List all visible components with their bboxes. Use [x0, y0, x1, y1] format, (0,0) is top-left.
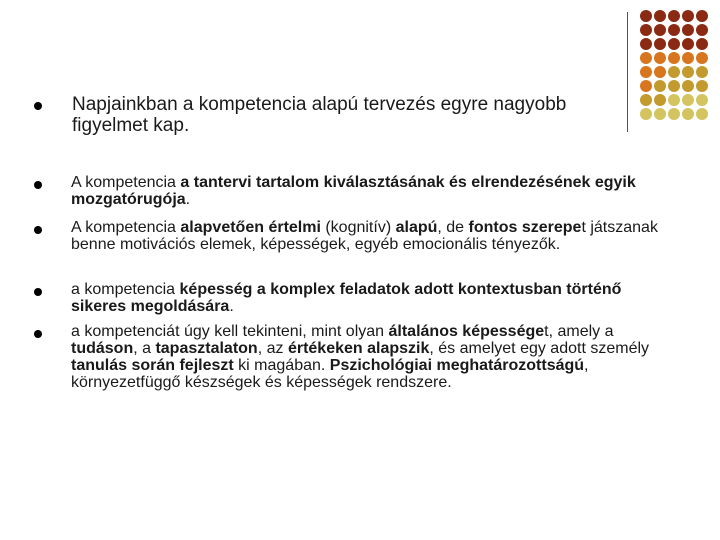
decorative-dot	[668, 52, 680, 64]
decorative-dot	[682, 108, 694, 120]
decorative-dot	[682, 66, 694, 78]
bold-text-run: alapú	[395, 219, 438, 236]
bullet-icon	[34, 226, 42, 234]
decorative-dot	[668, 80, 680, 92]
decorative-dot	[696, 66, 708, 78]
decorative-dot	[682, 80, 694, 92]
bold-text-run: értékeken alapszik	[287, 340, 430, 357]
text-run: t játszanak benne motivációs elemek, képességek, egyéb emocionális tényezők.	[71, 219, 658, 253]
decorative-dot	[654, 108, 666, 120]
text-run: .	[229, 298, 234, 315]
decorative-dot	[696, 24, 708, 36]
decorative-dot	[696, 52, 708, 64]
bullet-icon	[34, 288, 42, 296]
decorative-dot	[654, 24, 666, 36]
bold-text-run: Pszichológiai meghatározottságú	[329, 357, 585, 374]
decorative-dot	[640, 80, 652, 92]
decorative-dot	[640, 108, 652, 120]
decorative-dot	[640, 38, 652, 50]
decorative-dot	[654, 10, 666, 22]
bullet-item	[71, 219, 671, 253]
text-run: A kompetencia	[71, 174, 181, 191]
decorative-dot	[696, 94, 708, 106]
decorative-dot	[654, 52, 666, 64]
decorative-dot	[640, 94, 652, 106]
decorative-dot	[696, 10, 708, 22]
bold-text-run: általános képessége	[388, 323, 545, 340]
bullet-icon	[34, 181, 42, 189]
decorative-dot	[640, 52, 652, 64]
text-run: a kompetencia	[71, 281, 180, 298]
bullet-item	[71, 174, 671, 208]
decorative-dot	[654, 66, 666, 78]
decorative-dot	[682, 24, 694, 36]
bold-text-run: tanulás során fejleszt	[71, 357, 234, 374]
decorative-dot	[682, 10, 694, 22]
decorative-dot	[682, 52, 694, 64]
divider-line	[627, 12, 628, 132]
decorative-dot	[640, 66, 652, 78]
text-run: , környezetfüggő készségek és képességek rendszere.	[71, 357, 589, 391]
decorative-dot	[682, 94, 694, 106]
bold-text-run: alapvetően értelmi	[180, 219, 321, 236]
bullet-icon	[34, 330, 42, 338]
decorative-dot	[682, 38, 694, 50]
decorative-dot	[668, 108, 680, 120]
bullet-icon	[34, 102, 42, 110]
text-run: , és amelyet egy adott személy	[429, 340, 650, 357]
decorative-dot	[668, 24, 680, 36]
bold-text-run: a tantervi tartalom kiválasztásának és elrendezésének egyik mozgatórugója	[71, 174, 636, 208]
text-run: , a	[133, 340, 156, 357]
decorative-dot	[696, 38, 708, 50]
decorative-dot	[668, 94, 680, 106]
text-run: , de	[437, 219, 469, 236]
decorative-dot	[654, 94, 666, 106]
text-run: (kognitív)	[320, 219, 396, 236]
bold-text-run: tudáson	[71, 340, 134, 357]
decorative-dot-grid	[640, 10, 720, 120]
decorative-dot	[654, 38, 666, 50]
bold-text-run: képesség a komplex feladatok adott kontextusban történő sikeres megoldására	[71, 281, 622, 315]
text-run: a kompetenciát úgy kell tekinteni, mint olyan	[71, 323, 389, 340]
decorative-dot	[640, 24, 652, 36]
bullet-item	[71, 323, 671, 391]
decorative-dot	[668, 66, 680, 78]
decorative-dot	[668, 38, 680, 50]
decorative-dot	[640, 10, 652, 22]
decorative-dot	[696, 108, 708, 120]
lead-bullet-text: Napjainkban a kompetencia alapú tervezés egyre nagyobb figyelmet kap.	[72, 94, 567, 136]
decorative-dot	[668, 10, 680, 22]
decorative-dot	[654, 80, 666, 92]
text-run: A kompetencia	[71, 219, 181, 236]
decorative-dot	[696, 80, 708, 92]
text-run: .	[185, 191, 191, 208]
bold-text-run: fontos szerepe	[468, 219, 582, 236]
text-run: , az	[257, 340, 288, 357]
text-run: ki magában.	[233, 357, 330, 374]
bullet-item	[71, 281, 671, 315]
bold-text-run: tapasztalaton	[155, 340, 258, 357]
text-run: t, amely a	[544, 323, 614, 340]
